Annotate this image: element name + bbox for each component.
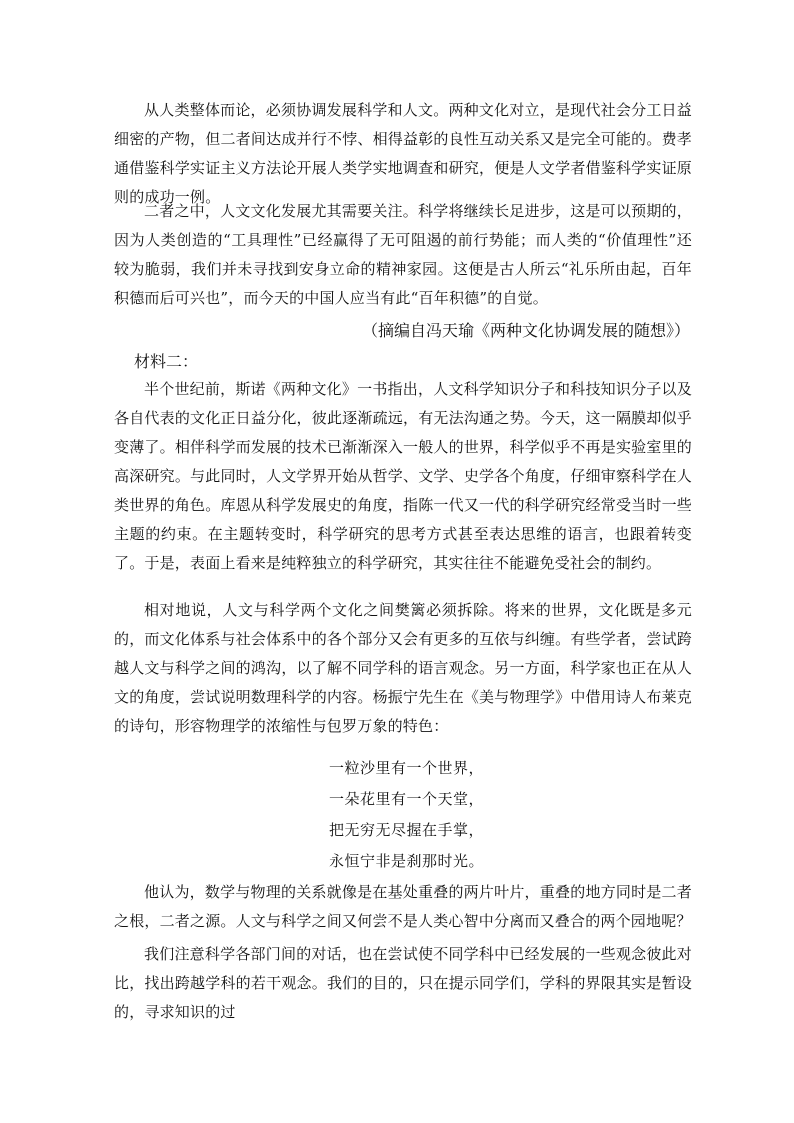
paragraph-math-physics-leaves (114, 878, 692, 936)
paragraph-text: 二者之中，人文文化发展尤其需要关注。科学将继续长足进步，这是可以预期的，因为人类创造的“工具理性”已经赢得了无可阻遏的前行势能；而人类的“价值理性”还较为脆弱，我们并未寻找到安身立命的精神家园。这便是古人所云“礼乐所由起，百年积德而后可兴也”，而今天的中国人应当有此“百年积德”的自觉。 (114, 202, 692, 307)
paragraph-text: 从人类整体而论，必须协调发展科学和人文。两种文化对立，是现代社会分工日益细密的产物，但二者间达成并行不悖、相得益彰的良性互动关系又是完全可能的。费孝通借鉴科学实证主义方法论开展人类学实地调查和研究，便是人文学者借鉴科学实证原则的成功一例。 (114, 101, 692, 206)
paragraph-cultures-coordination (114, 96, 692, 212)
paragraph-humanities-attention (114, 197, 692, 313)
section-heading-material-two: 材料二： (134, 352, 199, 371)
poem-quote (329, 753, 484, 877)
paragraph-text: 我们注意科学各部门间的对话，也在尝试使不同学科中已经发展的一些观念彼此对比，找出跨越学科的若干观念。我们的目的，只在提示同学们，学科的界限其实是暂设的，寻求知识的过 (114, 945, 692, 1021)
paragraph-text: 半个世纪前，斯诺《两种文化》一书指出，人文科学知识分子和科技知识分子以及各自代表的文化正日益分化，彼此逐渐疏远，有无法沟通之势。今天，这一隔膜却似乎变薄了。相伴科学而发展的技术已渐渐深入一般人的世界，科学似乎不再是实验室里的高深研究。与此同时，人文学界开始从哲学、文学、史学各个角度，仔细审察科学在人类世界的角色。库恩从科学发展史的角度，指陈一代又一代的科学研究经常受当时一些主题的约束。在主题转变时，科学研究的思考方式甚至表达思维的语言，也跟着转变了。于是，表面上看来是纯粹独立的科学研究，其实往往不能避免受社会的制约。 (114, 380, 692, 572)
paragraph-text: 相对地说，人文与科学两个文化之间樊篱必须拆除。将来的世界，文化既是多元的，而文化体系与社会体系中的各个部分又会有更多的互依与纠缠。有些学者，尝试跨越人文与科学之间的鸿沟，以了解不同学科的语言观念。另一方面，科学家也正在从人文的角度，尝试说明数理科学的内容。杨振宁先生在《美与物理学》中借用诗人布莱克的诗句，形容物理学的浓缩性与包罗万象的特色： (114, 601, 692, 735)
poem-line: 把无穷无尽握在手掌， (329, 821, 485, 839)
poem-line: 一粒沙里有一个世界， (329, 759, 485, 777)
poem-line: 永恒宁非是刹那时光。 (329, 852, 485, 870)
paragraph-interdisciplinary-dialogue (114, 940, 692, 1027)
paragraph-remove-barriers (114, 596, 692, 741)
poem-line: 一朵花里有一个天堂， (329, 790, 485, 808)
paragraph-snow-two-cultures (114, 375, 692, 578)
source-citation: （摘编自冯天瑜《两种文化协调发展的随想》） (361, 321, 690, 340)
paragraph-text: 他认为，数学与物理的关系就像是在基处重叠的两片叶片，重叠的地方同时是二者之根，二者之源。人文与科学之间又何尝不是人类心智中分离而又叠合的两个园地呢？ (114, 883, 692, 930)
